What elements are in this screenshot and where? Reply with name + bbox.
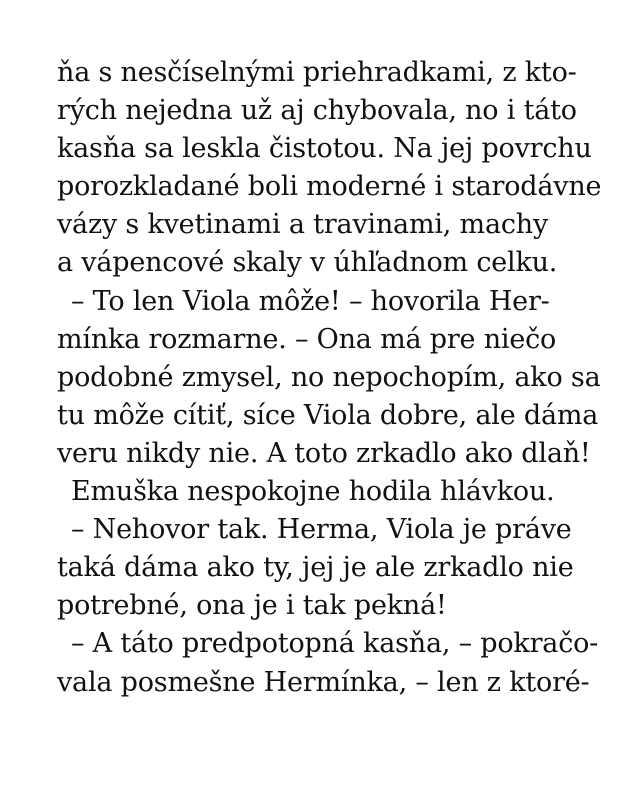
text-line: vala posmešne Hermínka, – len z ktoré- <box>57 666 590 698</box>
text-line: mínka rozmarne. – Ona má pre niečo <box>57 323 557 355</box>
text-line: Emuška nespokojne hodila hlávkou. <box>71 476 555 508</box>
text-line: vázy s kvetinami a travinami, machy <box>57 209 549 241</box>
text-line: taká dáma ako ty, jej je ale zrkadlo nie <box>57 552 574 584</box>
text-line: – Nehovor tak. Herma, Viola je práve <box>71 514 572 546</box>
text-line: – A táto predpotopná kasňa, – pokračo- <box>71 628 599 660</box>
text-line: tu môže cítiť, síce Viola dobre, ale dáma <box>57 399 599 431</box>
body-text <box>57 54 617 702</box>
text-line: – To len Viola môže! – hovorila Her- <box>71 285 550 317</box>
text-line: rých nejedna už aj chybovala, no i táto <box>57 95 577 127</box>
text-line: potrebné, ona je i tak pekná! <box>57 590 447 622</box>
text-line: ňa s nesčíselnými priehradkami, z kto- <box>57 57 577 88</box>
text-line: a vápencové skaly v úhľadnom celku. <box>57 247 558 279</box>
text-line: kasňa sa leskla čistotou. Na jej povrchu <box>57 133 592 165</box>
text-line: podobné zmysel, no nepochopím, ako sa <box>57 361 601 393</box>
text-line: veru nikdy nie. A toto zrkadlo ako dlaň! <box>57 437 591 469</box>
text-line: porozkladané boli moderné i starodávne <box>57 171 602 203</box>
